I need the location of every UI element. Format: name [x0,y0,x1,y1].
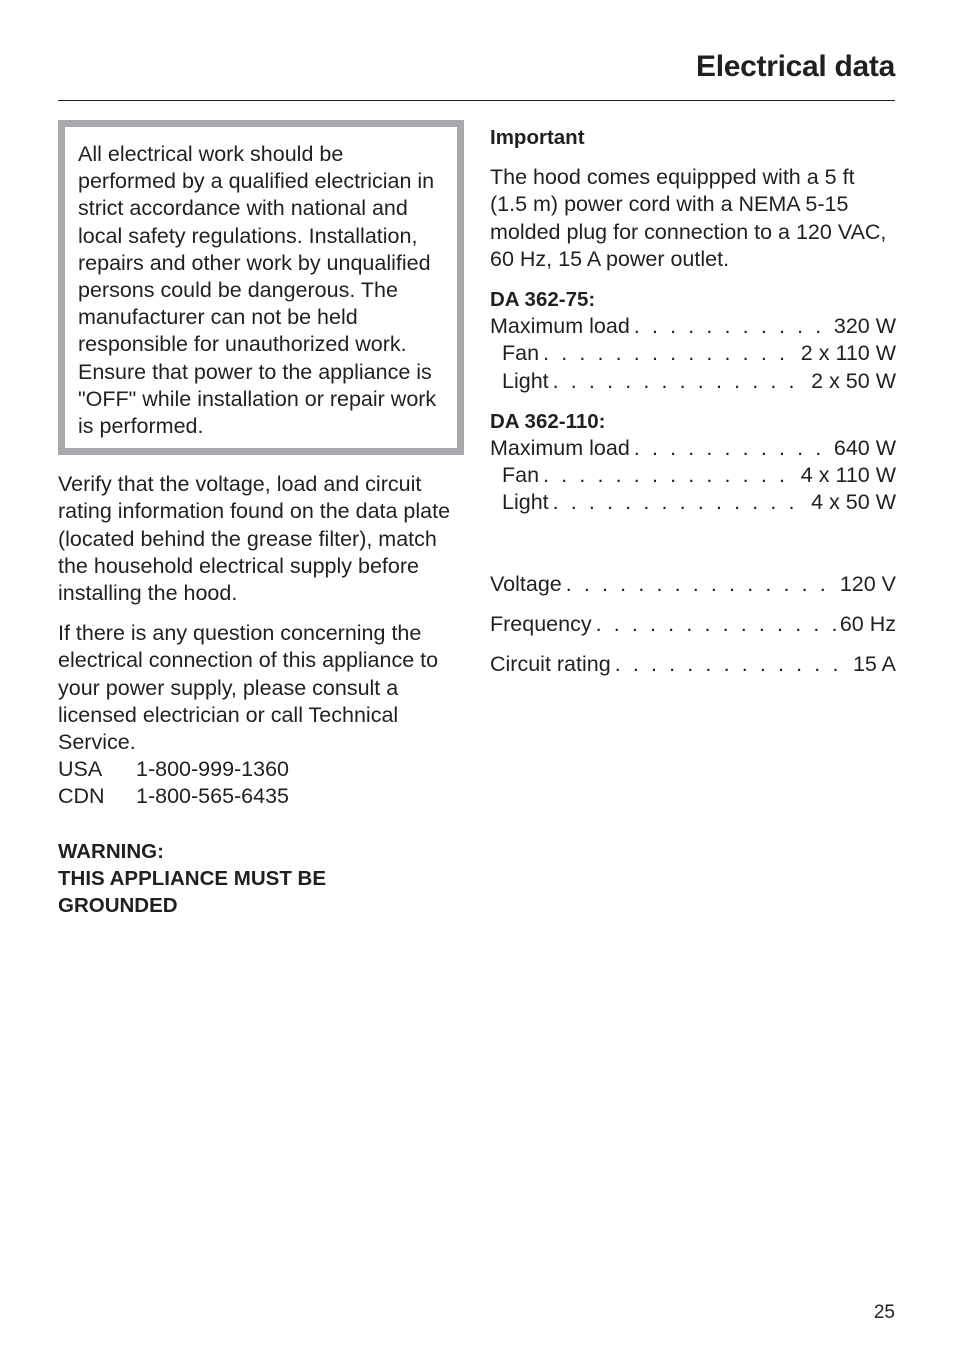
spec-label: Fan [502,463,540,488]
safety-warning-box [58,120,464,455]
spec-value: 2 x 110 W [800,341,896,366]
spec-label: Light [502,368,549,393]
contact-phone: 1-800-999-1360 [136,757,290,782]
dot-leader [553,368,808,395]
grounding-warning-line: THIS APPLIANCE MUST BE [58,867,327,891]
dot-leader [615,651,849,678]
spec-label: Frequency [490,611,592,636]
dot-leader [634,313,830,340]
dot-leader [543,340,797,367]
dot-leader [543,462,797,489]
spec-label: Maximum load [490,314,630,339]
spec-row-fan [490,340,896,367]
spec-row-fan [490,462,896,489]
page-title: Electrical data [696,50,895,83]
contact-row-usa [58,756,464,783]
model-spec-da-362-75 [490,286,896,395]
important-text: The hood comes equippped with a 5 ft (1.5 m) power cord with a NEMA 5-15 molded plug for connection to a 120 VAC, 60 Hz, 15 A power outlet. [490,165,887,271]
left-column [58,120,464,920]
right-column [490,124,896,691]
model-heading: DA 362-75: [490,288,596,312]
model-heading: DA 362-110: [490,409,606,433]
safety-warning-power-off-text: Ensure that power to the appliance is "OFF" while installation or repair work is performed. [78,359,437,439]
spec-row-voltage [490,571,896,598]
spec-row-circuit-rating [490,651,896,678]
contact-phone: 1-800-565-6435 [136,784,290,809]
spec-label: Fan [502,341,540,366]
dot-leader [596,611,836,638]
grounding-warning [58,838,464,920]
model-spec-da-362-110 [490,408,896,517]
question-paragraph: If there is any question concerning the electrical connection of this appliance to your power supply, please consult a licensed electrician or call Technical Service. [58,621,439,755]
spec-label: Maximum load [490,436,630,461]
spec-row-light [490,368,896,395]
spec-row-max-load [490,313,896,340]
spec-row-frequency [490,611,896,638]
spec-label: Voltage [490,571,562,596]
spec-row-light [490,489,896,516]
important-heading: Important [490,126,585,149]
title-divider [58,100,895,101]
spec-label: Light [502,490,549,515]
page-number: 25 [873,1302,895,1323]
spec-value: 4 x 110 W [800,463,896,488]
verify-paragraph: Verify that the voltage, load and circuit rating information found on the data plate (located behind the grease filter), match the household electrical supply before installing the hood. [58,472,451,606]
contact-country: CDN [58,784,105,809]
spec-value: 60 Hz [839,611,896,636]
spec-value: 15 A [852,652,896,677]
spec-value: 120 V [839,571,896,596]
spec-value: 2 x 50 W [811,368,896,393]
supply-specs [490,571,896,679]
dot-leader [634,435,830,462]
spec-row-max-load [490,435,896,462]
contact-country: USA [58,757,103,782]
dot-leader [553,489,808,516]
spec-value: 640 W [833,436,896,461]
safety-warning-text: All electrical work should be performed by a qualified electrician in strict accordance with national and local safety regulations. Installation, repairs and other work by unqualified persons could be dangerous. The manufacturer can not be held responsible for unauthorized work. [78,142,435,357]
contact-row-cdn [58,783,464,810]
grounding-warning-line: WARNING: [58,839,164,863]
question-section [58,620,464,810]
spec-value: 4 x 50 W [811,490,896,515]
grounding-warning-line: GROUNDED [58,894,178,918]
spec-label: Circuit rating [490,652,611,677]
dot-leader [566,571,836,598]
spec-value: 320 W [833,314,896,339]
